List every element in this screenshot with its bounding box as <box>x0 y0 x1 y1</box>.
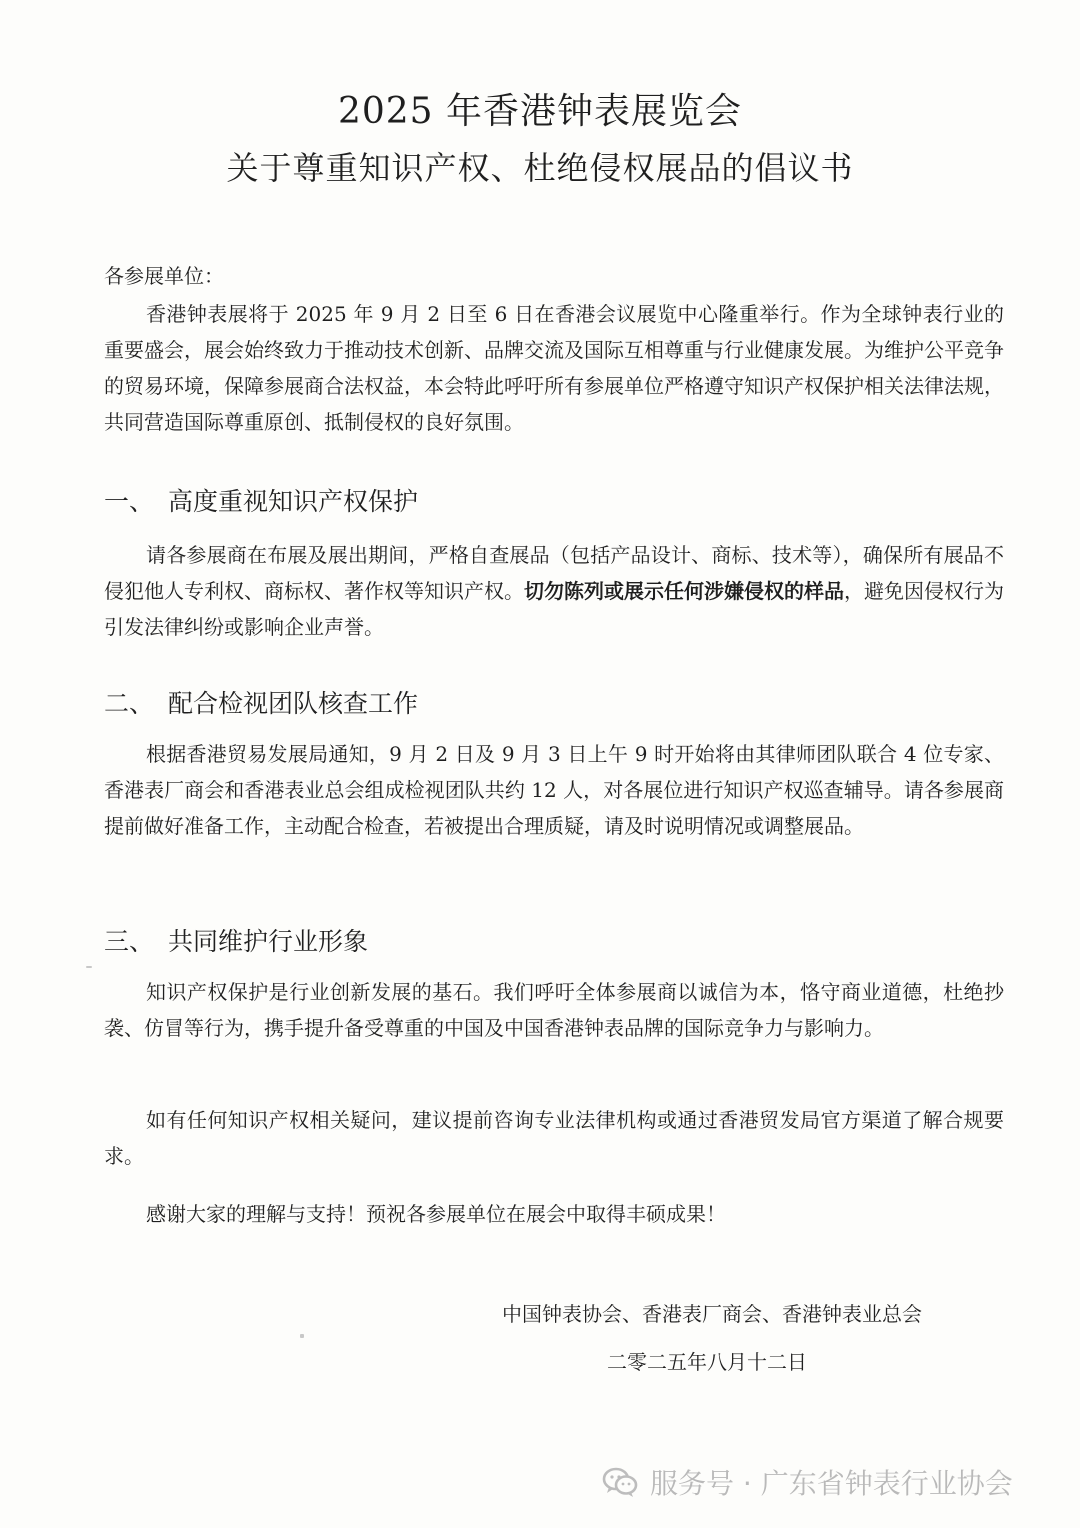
signers: 中国钟表协会、香港表厂商会、香港钟表业总会 <box>502 1302 922 1326</box>
section-3-number: 三、 <box>104 927 155 956</box>
section-2-title: 配合检视团队核查工作 <box>168 689 419 718</box>
section-1-bold-text: 切勿陈列或展示任何涉嫌侵权的样品 <box>524 579 844 603</box>
scan-speck <box>300 1334 304 1338</box>
section-2-number: 二、 <box>104 689 155 718</box>
section-1-paragraph <box>104 537 1004 645</box>
section-3-title: 共同维护行业形象 <box>168 927 369 956</box>
document-subtitle: 关于尊重知识产权、杜绝侵权展品的倡议书 <box>226 149 854 187</box>
section-3-paragraph: 知识产权保护是行业创新发展的基石。我们呼吁全体参展商以诚信为本，恪守商业道德，杜绝抄袭、仿冒等行为，携手提升备受尊重的中国及中国香港钟表品牌的国际竞争力与影响力。 <box>104 980 1004 1040</box>
consult-paragraph: 如有任何知识产权相关疑问，建议提前咨询专业法律机构或通过香港贸发局官方渠道了解合规要求。 <box>104 1108 1004 1168</box>
salutation: 各参展单位： <box>104 264 224 288</box>
wechat-icon <box>602 1466 638 1498</box>
document-title: 2025 年香港钟表展览会 <box>337 91 743 132</box>
section-2-paragraph: 根据香港贸易发展局通知，9 月 2 日及 9 月 3 日上午 9 时开始将由其律师团队联合 4 位专家、香港表厂商会和香港表业总会组成检视团队共约 12 人，对各展位进行知识产权巡查辅导。请各参展商提前做好准备工作，主动配合检查，若被提出合理质疑，请及时说明情况或调整展品。 <box>104 742 1004 838</box>
section-1-number: 一、 <box>104 487 155 516</box>
section-1-text: 请各参展商在布展及展出期间，严格自查展品（包括产品设计、商标、技术等），确保所有展品不侵犯他人专利权、商标权、著作权等知识产权。 <box>104 543 1004 603</box>
section-3-heading <box>104 924 368 960</box>
section-1-text-end: ，避免因侵权行为引发法律纠纷或影响企业声誉。 <box>104 579 1004 639</box>
document-date: 二零二五年八月十二日 <box>607 1350 807 1374</box>
watermark <box>602 1462 1013 1502</box>
section-1-heading <box>104 484 418 520</box>
intro-paragraph: 香港钟表展将于 2025 年 9 月 2 日至 6 日在香港会议展览中心隆重举行。作为全球钟表行业的重要盛会，展会始终致力于推动技术创新、品牌交流及国际互相尊重与行业健康发展。为维护公平竞争的贸易环境，保障参展商合法权益，本会特此呼吁所有参展单位严格遵守知识产权保护相关法律法规，共同营造国际尊重原创、抵制侵权的良好氛围。 <box>104 302 1004 434</box>
watermark-text: 服务号 · 广东省钟表行业协会 <box>650 1467 1013 1500</box>
section-2-heading <box>104 686 418 722</box>
section-1-title: 高度重视知识产权保护 <box>168 487 419 516</box>
scan-speck <box>86 966 92 968</box>
thanks-paragraph: 感谢大家的理解与支持！预祝各参展单位在展会中取得丰硕成果！ <box>146 1202 726 1226</box>
